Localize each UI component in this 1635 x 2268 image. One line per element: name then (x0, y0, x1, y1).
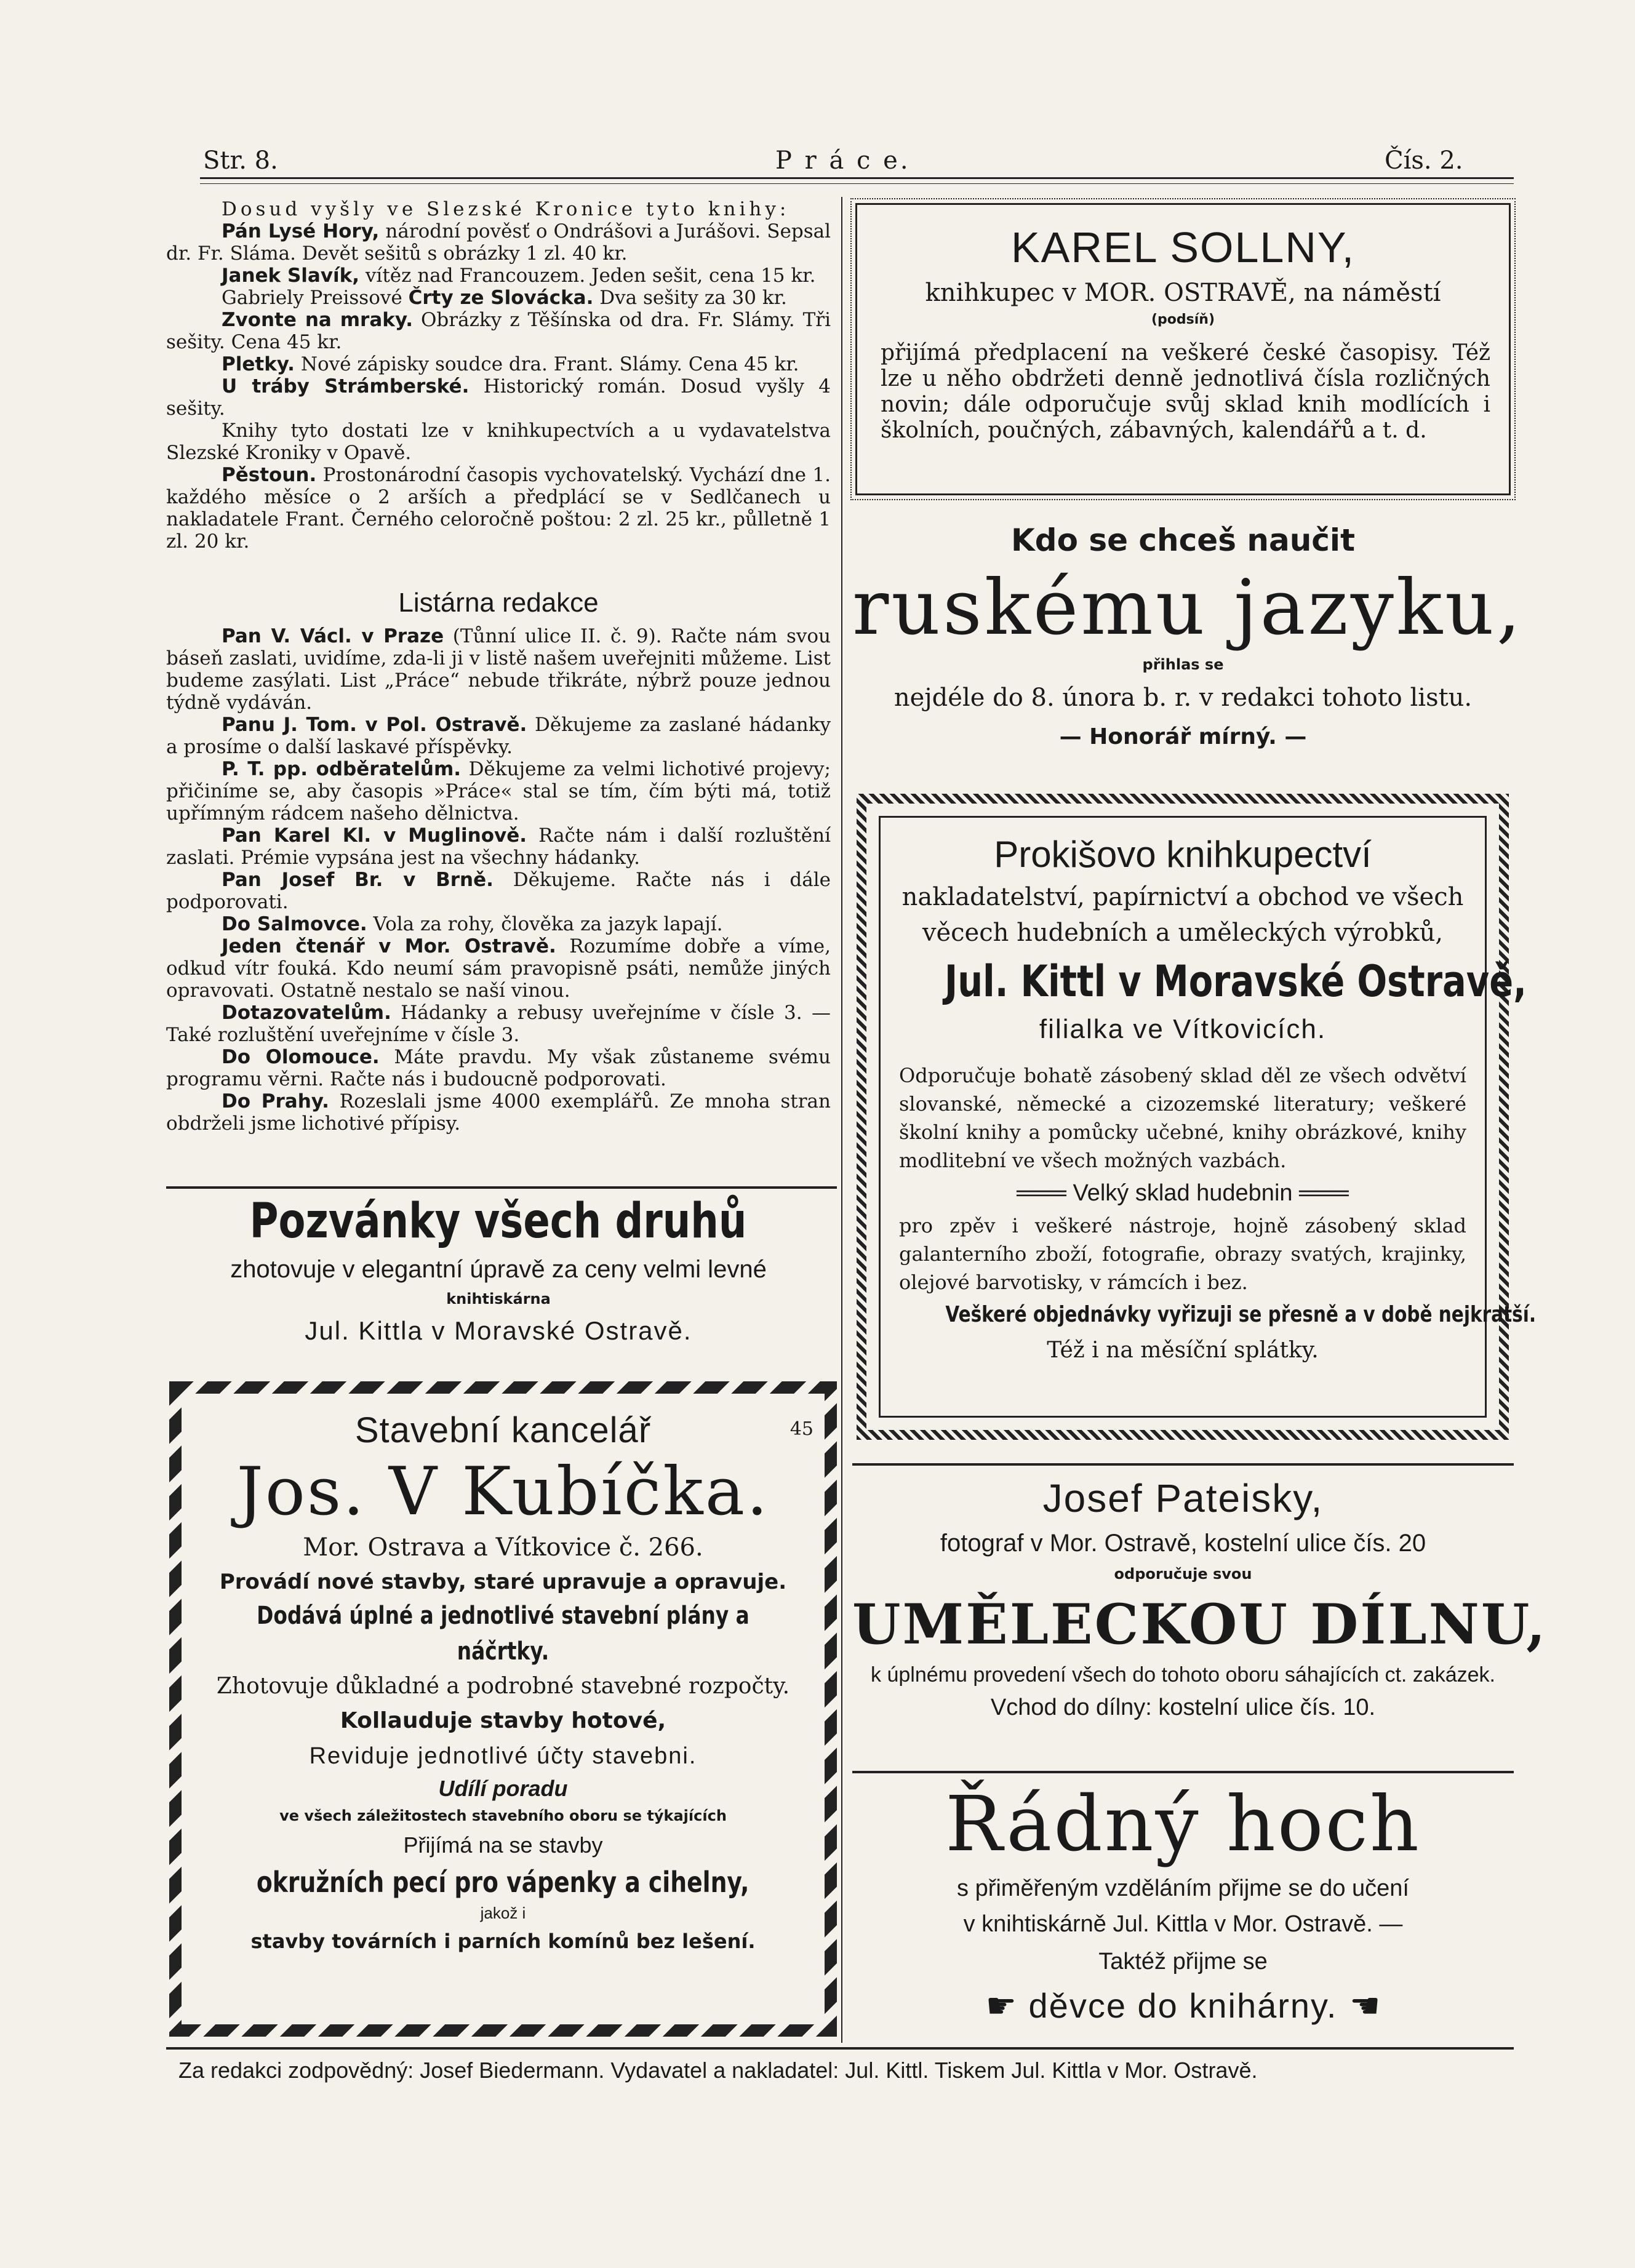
rusky-l3: přihlas se (1142, 656, 1224, 673)
pointing-hand-icon: ☛ (1348, 1986, 1381, 2025)
listarna-entry: Panu J. Tom. v Pol. Ostravě. Děkujeme za zaslané hádanky a prosíme o další laskavé příspěvky. (166, 714, 831, 758)
pateisky-l2: odporučuje svou (1114, 1565, 1252, 1583)
listarna-entry: Pan Karel Kl. v Muglinově. Račte nám i další rozluštění zaslati. Prémie vypsána jest na všechny hádanky. (166, 825, 831, 869)
rusky-l1: Kdo se chceš naučit (1011, 522, 1355, 558)
pateisky-l3: k úplnému provedení všech do tohoto oboru sáhajících ct. zakázek. (871, 1663, 1495, 1687)
stavebni-l6: Udílí poradu (438, 1776, 568, 1801)
stavebni-l4: Kollauduje stavby hotové, (340, 1708, 666, 1733)
footer: Za redakci zodpovědný: Josef Biedermann. Vydavatel a nakladatel: Jul. Kittl. Tiskem Jul. Kittla v Mor. Ostravě. (178, 2058, 1258, 2083)
pestoun: Pěstoun. Prostonárodní časopis vychovatelský. Vychází dne 1. každého měsíce o 2 arších a předplácí se v Sedlčanech u nakladatele Frant. Černého celoročně poštou: 2 zl. 25 kr., půlletně 1 zl. 20 kr. (166, 464, 831, 553)
pateisky-name: Josef Pateisky, (1042, 1476, 1324, 1520)
rusky-l5: — Honorář mírný. — (1059, 724, 1307, 749)
pozvanky-line1: zhotovuje v elegantní úpravě za ceny velmi levné (230, 1256, 767, 1283)
stavebni-l8: Přijímá na se stavby (403, 1832, 603, 1858)
pozvanky-line3: Jul. Kittla v Moravské Ostravě. (305, 1316, 692, 1345)
hoch-title: Řádný hoch (945, 1780, 1421, 1869)
pateisky-l4: Vchod do dílny: kostelní ulice čís. 10. (990, 1695, 1376, 1720)
listarna-heading: Listárna redakce (398, 588, 599, 618)
sollny-title: KAREL SOLLNY, (1010, 223, 1356, 271)
stavebni-l5: Reviduje jednotlivé účty stavebni. (309, 1743, 697, 1769)
rusky-ad (852, 516, 1524, 757)
listarna-entry: Dotazovatelům. Hádanky a rebusy uveřejníme v čísle 3. — Také rozluštění uveřejníme v čísle 3. (166, 1002, 831, 1046)
stavebni-l2: Dodává úplné a jednotlivé stavební plány a náčrtky. (257, 1602, 750, 1666)
book-item: Janek Slavík, vítěz nad Francouzem. Jeden sešit, cena 15 kr. (222, 265, 816, 287)
prokis-l2: věcech hudebních a uměleckých výrobků, (922, 919, 1444, 947)
prokis-l4: ═══ Velký sklad hudebnin ═══ (1017, 1180, 1349, 1206)
stavebni-l10: jakož i (480, 1904, 526, 1922)
page-header (203, 146, 1468, 176)
listarna-entry: Do Olomouce. Máte pravdu. My však zůstaneme svému programu věrni. Račte nás i budoucně podporovati. (166, 1046, 831, 1090)
hoch-l3: Taktéž přijme se (1098, 1949, 1268, 1975)
stavebni-l11: stavby továrních i parních komínů bez lešení. (250, 1930, 756, 1953)
stavebni-l3: Zhotovuje důkladné a podrobné stavebné rozpočty. (216, 1674, 790, 1699)
stavebni-body (188, 1406, 818, 1959)
hoch-ad (852, 1778, 1514, 2030)
book-item: Pán Lysé Hory, národní pověsť o Ondrášovi a Jurášovi. Sepsal dr. Fr. Sláma. Devět sešitů s obrázky 1 zl. 40 kr. (166, 220, 831, 265)
stavebni-l7: ve všech záležitostech stavebního oboru se týkajících (279, 1807, 727, 1824)
hoch-l4: ☛ děvce do knihárny. ☛ (852, 1981, 1514, 2030)
listarna-entry: Do Salmovce. Vola za rohy, člověka za jazyk lapají. (222, 913, 723, 935)
listarna-entry: Pan V. Václ. v Praze (Tůnní ulice II. č. 9). Račte nám svou báseň zaslati, uvidíme, zda-li ji v listě našem uveřejniti můžeme. List budeme zasýlati. List „Práce“ nebude třikráte, nýbrž pouze jednou týdně vydáván. (166, 625, 831, 714)
sollny-ad (855, 203, 1511, 495)
pointing-hand-icon: ☛ (985, 1986, 1018, 2025)
stavebni-ad (169, 1381, 837, 2037)
column-divider (841, 197, 842, 2043)
stavebni-title: Stavební kancelář (354, 1410, 652, 1450)
section-rule (166, 1186, 837, 1189)
pozvanky-title: Pozvánky všech druhů (250, 1194, 747, 1249)
rusky-l2: ruskému jazyku, (852, 564, 1524, 652)
header-rule-thin (200, 183, 1514, 184)
prokis-text: Odporučuje bohatě zásobený sklad děl ze všech odvětví slovanské, německé a cizozemské literatury; veškeré školní knihy a pomůcky učebné, knihy obrázkové, knihy modlitební ve všech možných vazbách. (899, 1064, 1466, 1172)
prokis-l3: filialka ve Vítkovicích. (1039, 1014, 1327, 1044)
stavebni-address: Mor. Ostrava a Vítkovice č. 266. (303, 1533, 703, 1562)
prokis-title: Prokišovo knihkupectví (994, 834, 1372, 875)
books-order: Knihy tyto dostati lze v knihkupectvích a u vydavatelstva Slezské Kroniky v Opavě. (166, 420, 831, 464)
books-section (166, 198, 831, 553)
prokis-l5: Veškeré objednávky vyřizuji se přesně a v době nejkratší. (945, 1302, 1537, 1327)
books-intro: Dosud vyšly ve Slezské Kronice tyto knihy: (222, 198, 790, 220)
stavebni-number: 45 (790, 1418, 814, 1440)
sollny-small: (podsíň) (1151, 312, 1215, 327)
section-rule (852, 1771, 1514, 1773)
book-item: Zvonte na mraky. Obrázky z Těšínska od dra. Fr. Slámy. Tři sešity. Cena 45 kr. (166, 309, 831, 353)
footer-rule (166, 2047, 1514, 2050)
book-item: U tráby Strámberské. Historický román. Dosud vyšly 4 sešity. (166, 375, 831, 420)
pozvanky-ad (166, 1191, 831, 1351)
stavebni-l1: Provádí nové stavby, staré upravuje a opravuje. (219, 1570, 787, 1594)
prokis-l1: nakladatelství, papírnictví a obchod ve všech (901, 883, 1464, 911)
section-rule (852, 1463, 1514, 1466)
hoch-l2: v knihtiskárně Jul. Kittla v Mor. Ostravě. — (963, 1911, 1403, 1937)
prokis-name: Jul. Kittl v Moravské Ostravě, (944, 956, 1527, 1007)
listarna-entry: Do Prahy. Rozeslali jsme 4000 exemplářů. Ze mnoha stran obdrželi jsme lichotivé přípisy. (166, 1090, 831, 1135)
stavebni-name: Jos. V Kubíčka. (236, 1453, 770, 1530)
prokis-ad (857, 794, 1537, 1440)
book-item: Gabriely Preissové Črty ze Slovácka. Dva sešity za 30 kr. (222, 287, 787, 309)
hoch-l1: s přiměřeným vzděláním přijme se do učení (957, 1875, 1409, 1901)
listarna-section (166, 585, 831, 1135)
prokis-inner (879, 816, 1537, 1418)
issue-number: Čís. 2. (1385, 146, 1463, 175)
listarna-entry: P. T. pp. odběratelům. Děkujeme za velmi lichotivé projevy; přičiníme se, aby časopis »Práce« stal se tím, čím býti má, totiž upřímným rádcem našeho dělnictva. (166, 758, 831, 825)
sollny-sub: knihkupec v MOR. OSTRAVĚ, na náměstí (925, 279, 1441, 307)
rusky-l4: nejdéle do 8. února b. r. v redakci tohoto listu. (893, 684, 1473, 712)
prokis-text2: pro zpěv i veškeré nástroje, hojně zásobený sklad galanterního zboží, fotografie, obrazy svatých, krajinky, olejové barvotisky, v rámcích i bez. (899, 1214, 1466, 1294)
newspaper-title: P r á c e. (775, 146, 911, 175)
book-item: Pletky. Nové zápisky soudce dra. Frant. Slámy. Cena 45 kr. (222, 353, 799, 375)
pateisky-big: UMĚLECKOU DÍLNU, (852, 1592, 1548, 1657)
header-rule (200, 177, 1514, 179)
prokis-l6: Též i na měsíční splátky. (1047, 1338, 1319, 1363)
listarna-entry: Jeden čtenář v Mor. Ostravě. Rozumíme dobře a víme, odkud vítr fouká. Kdo neumí sám pravopisně psáti, nemůže jiných opravovati. Ostatně nestalo se naší vinou. (166, 935, 831, 1002)
sollny-text: přijímá předplacení na veškeré české časopisy. Též lze u něho obdržeti denně jednotlivá čísla rozličných novin; dále odporučuje svůj sklad knih modlících i školních, poučných, zábavných, kalendářů a t. d. (881, 340, 1490, 443)
pateisky-l1: fotograf v Mor. Ostravě, kostelní ulice čís. 20 (940, 1530, 1426, 1557)
listarna-entry: Pan Josef Br. v Brně. Děkujeme. Račte nás i dále podporovati. (166, 869, 831, 913)
pateisky-ad (852, 1471, 1548, 1727)
pozvanky-line2: knihtiskárna (446, 1290, 551, 1308)
stavebni-l9: okružních pecí pro vápenky a cihelny, (257, 1866, 750, 1899)
page-number: Str. 8. (203, 146, 278, 175)
